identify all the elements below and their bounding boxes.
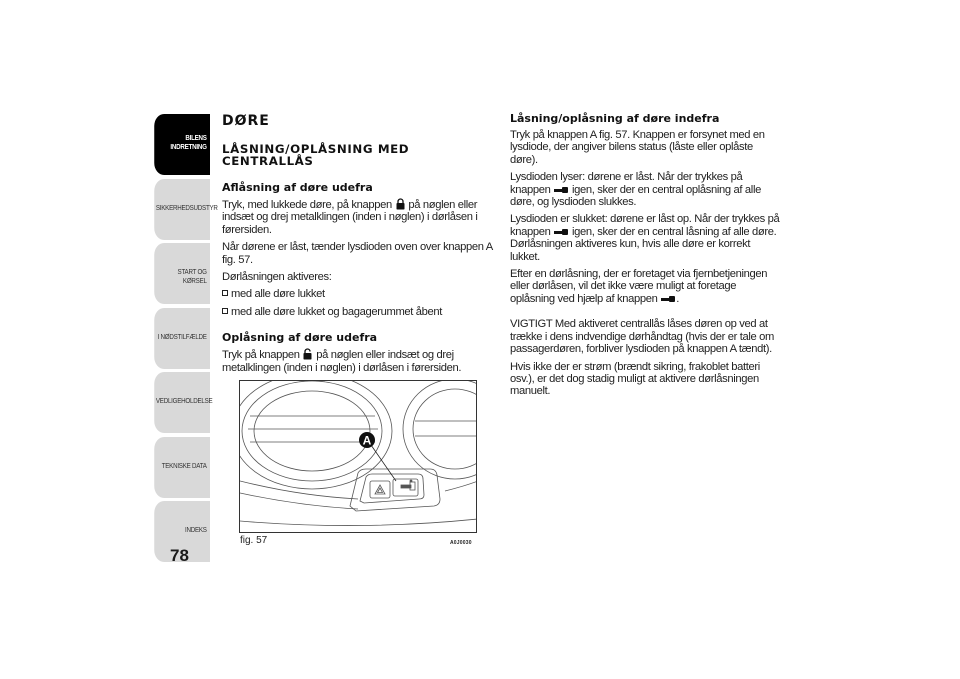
padlock-icon <box>395 198 406 210</box>
checkbox-bullet-icon <box>222 308 228 314</box>
central-lock-button-icon <box>553 228 569 236</box>
paragraph-important: VIGTIGT Med aktiveret centrallås låses døren op ved at trække i dens indvendige dørhåndtag (hvis der er tale om passagerdøren, forbliver lysdioden på knappen A tændt). <box>510 318 774 356</box>
figure-57-dashboard-illustration <box>239 380 477 533</box>
padlock-open-icon <box>302 348 313 360</box>
marker-a-label: A <box>362 433 372 448</box>
tab-vedligeholdelse[interactable] <box>154 372 213 433</box>
central-lock-button-icon <box>660 295 676 303</box>
tab-i-nodstilfaelde[interactable] <box>154 308 210 369</box>
subheading-unlock-outside: Oplåsning af døre udefra <box>222 331 378 345</box>
figure-code: A0J0030 <box>450 540 472 546</box>
section-title: LÅSNING/OPLÅSNING MED CENTRALLÅS <box>222 142 410 168</box>
tab-start-og-korsel[interactable] <box>154 243 210 304</box>
tab-label: VEDLIGEHOLDELSE <box>155 396 213 405</box>
right-column <box>510 112 782 403</box>
page-number: 78 <box>170 546 189 565</box>
paragraph: Lysdioden er slukket: dørene er låst op. Når der trykkes på knappen igen, sker der en central låsning af alle døre. Dørlåsningen aktiveres kun, hvis alle døre er korrekt lukket. <box>510 213 780 263</box>
tab-label: START OG KØRSEL <box>177 267 207 285</box>
dashboard-drawing <box>240 381 477 533</box>
paragraph: Tryk på knappen på nøglen eller indsæt og drej metalklingen (inden i nøglen) i dørlåsen i førersiden. <box>222 349 462 374</box>
tab-bilens-indretning[interactable] <box>154 114 210 175</box>
tab-label: INDEKS <box>185 525 207 534</box>
paragraph: Lysdioden lyser: dørene er låst. Når der trykkes på knappen igen, sker der en central oplåsning af alle døre, og lysdioden slukkes. <box>510 171 761 209</box>
checkbox-bullet-icon <box>222 290 228 296</box>
paragraph: Hvis ikke der er strøm (brændt sikring, frakoblet batteri osv.), er det dog stadig muligt at aktivere dørlåsningen manuelt. <box>510 360 760 398</box>
tab-label: I NØDSTILFÆLDE <box>157 331 207 341</box>
tab-tekniske-data[interactable] <box>154 437 210 498</box>
list-item: med alle døre lukket og bagagerummet åbent <box>222 306 494 318</box>
list-item: med alle døre lukket <box>222 288 494 300</box>
left-column <box>222 113 494 379</box>
paragraph: Tryk på knappen A fig. 57. Knappen er forsynet med en lysdiode, der angiver bilens status (låste eller oplåste døre). <box>510 129 765 166</box>
figure-caption: fig. 57 <box>240 535 268 546</box>
tab-label: SIKKERHEDSUDSTYR <box>155 202 218 212</box>
tab-sikkerhedsudstyr[interactable] <box>154 179 218 240</box>
paragraph: Efter en dørlåsning, der er foretaget via fjernbetjeningen eller dørlåsen, vil det ikke være muligt at foretage oplåsning ved hjælp af knappen . <box>510 268 768 305</box>
paragraph: Dørlåsningen aktiveres: <box>222 271 332 284</box>
tab-label: BILENS <box>185 133 207 142</box>
chapter-sidebar <box>142 114 218 566</box>
subheading-lock-inside: Låsning/oplåsning af døre indefra <box>510 112 720 125</box>
subheading-lock-outside: Aflåsning af døre udefra <box>222 181 373 194</box>
tab-label: TEKNISKE DATA <box>161 460 207 470</box>
paragraph: Når dørene er låst, tænder lysdioden oven over knappen A fig. 57. <box>222 241 493 266</box>
tab-label: INDRETNING <box>170 141 207 151</box>
page-title: DØRE <box>222 113 270 129</box>
central-lock-button-icon <box>553 186 569 194</box>
paragraph: Tryk, med lukkede døre, på knappen på nøglen eller indsæt og drej metalklingen (inden i nøglen) i dørlåsen i førersiden. <box>222 199 478 236</box>
